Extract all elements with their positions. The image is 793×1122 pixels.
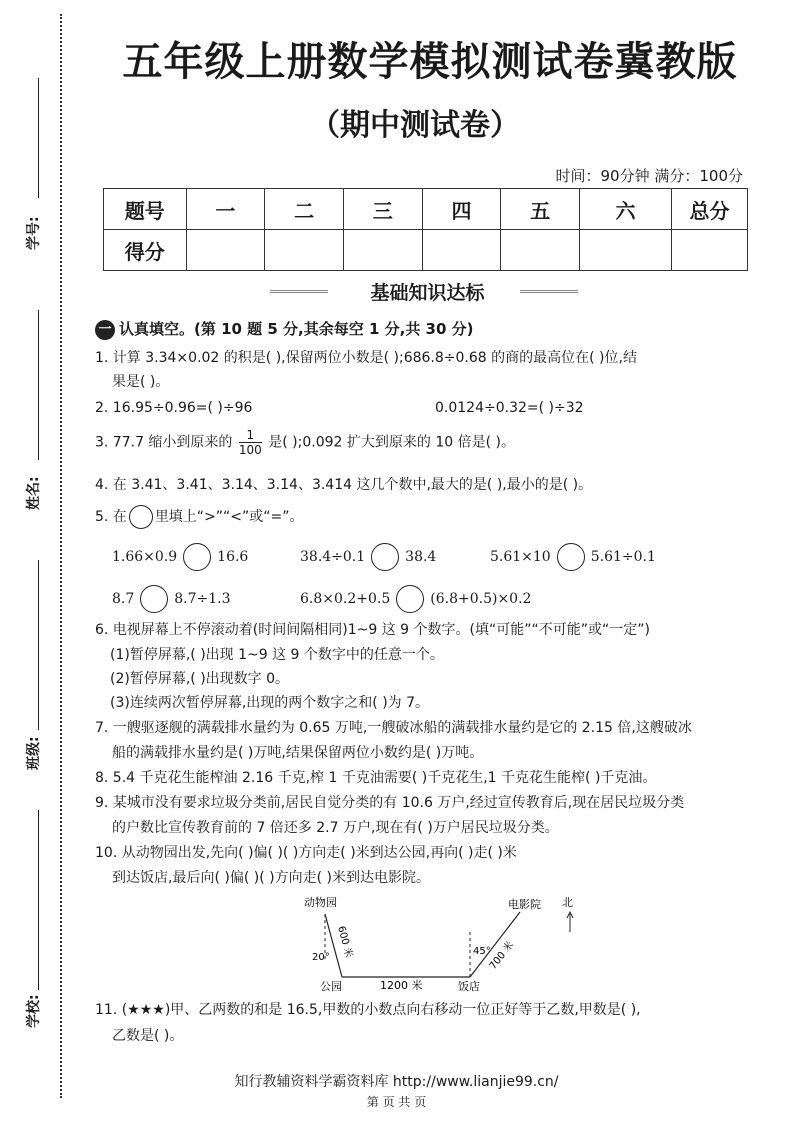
score-header-cell: 一 <box>186 189 265 230</box>
compare-right: 16.6 <box>217 549 249 565</box>
question-6-1: (1)暂停屏幕,( )出现 1~9 这 9 个数字中的任意一个。 <box>110 647 444 663</box>
map-distance-park-restaurant: 1200 米 <box>380 979 423 992</box>
score-input-cell[interactable] <box>672 230 748 271</box>
compare-left: 1.66×0.9 <box>112 549 178 565</box>
question-9-line-1: 9. 某城市没有要求垃圾分类前,居民自觉分类的有 10.6 万户,经过宣传教育后,现在居民垃圾分类 <box>95 795 685 811</box>
map-restaurant-label: 饭店 <box>458 980 480 992</box>
compare-circle[interactable] <box>396 585 424 613</box>
score-input-cell[interactable] <box>186 230 265 271</box>
part1-heading-text: 认真填空。(第 10 题 5 分,其余每空 1 分,共 30 分) <box>119 320 474 338</box>
fraction-denominator: 100 <box>238 443 262 457</box>
route-zoo-park <box>325 914 342 977</box>
score-header-cell: 六 <box>579 189 671 230</box>
name-label: 姓名: <box>26 476 42 510</box>
question-10-line-2: 到达饭店,最后向( )偏( )( )方向走( )米到达电影院。 <box>112 870 430 886</box>
student-id-line <box>38 78 39 198</box>
map-north-label: 北 <box>562 896 573 909</box>
compare-circle[interactable] <box>140 585 168 613</box>
map-zoo-label: 动物园 <box>304 896 337 909</box>
question-7-line-2: 船的满载排水量约是( )万吨,结果保留两位小数约是( )万吨。 <box>112 745 484 761</box>
question-6-2: (2)暂停屏幕,( )出现数字 0。 <box>110 671 290 687</box>
score-header-cell: 三 <box>343 189 422 230</box>
question-3-suffix: 是( );0.092 扩大到原来的 10 倍是( )。 <box>268 434 515 451</box>
footer-source: 知行教辅资料学霸资料库 http://www.lianjie99.cn/ <box>234 1074 559 1090</box>
compare-left: 38.4÷0.1 <box>300 549 366 565</box>
score-input-cell[interactable] <box>265 230 344 271</box>
score-input-cell[interactable] <box>422 230 501 271</box>
score-header-cell: 题号 <box>104 189 187 230</box>
score-header-cell: 四 <box>422 189 501 230</box>
score-header-cell: 二 <box>265 189 344 230</box>
score-input-cell[interactable] <box>501 230 580 271</box>
question-1-line-1: 1. 计算 3.34×0.02 的积是( ),保留两位小数是( );686.8÷0.68 的商的最高位在( )位,结 <box>95 350 637 366</box>
section-header <box>270 278 580 304</box>
question-6: 6. 电视屏幕上不停滚动着(时间间隔相同)1~9 这 9 个数字。(填“可能”“不可能”或“一定”) <box>95 622 650 638</box>
question-1-line-2: 果是( )。 <box>112 374 170 390</box>
question-10-line-1: 10. 从动物园出发,先向( )偏( )( )方向走( )米到达公园,再向( )走( )米 <box>95 845 517 861</box>
section-title: 基础知识达标 <box>370 282 485 304</box>
compare-left: 6.8×0.2+0.5 <box>300 591 391 607</box>
score-input-cell[interactable] <box>343 230 422 271</box>
class-line <box>38 560 39 730</box>
map-park-label: 公园 <box>320 980 342 992</box>
score-header-cell: 总分 <box>672 189 748 230</box>
question-3 <box>95 428 515 457</box>
section-rule-right <box>520 290 578 293</box>
score-table-header-row <box>104 189 748 230</box>
class-label: 班级: <box>26 736 42 770</box>
page-subtitle: （期中测试卷） <box>310 108 520 143</box>
map-angle-zoo: 20° <box>312 952 330 963</box>
score-table-score-row <box>104 230 748 271</box>
question-2-part-a: 2. 16.95÷0.96=( )÷96 <box>95 400 253 416</box>
compare-right: 8.7÷1.3 <box>174 591 231 607</box>
question-11-line-2: 乙数是( )。 <box>112 1028 184 1044</box>
compare-circle[interactable] <box>557 543 585 571</box>
compare-item-3 <box>490 543 656 571</box>
binding-dashed-line <box>60 14 62 1098</box>
question-11-line-1: 11. (★★★)甲、乙两数的和是 16.5,甲数的小数点向右移动一位正好等于乙数,甲数是( ), <box>95 1002 641 1018</box>
compare-right: (6.8+0.5)×0.2 <box>430 591 532 607</box>
map-distance-restaurant-cinema: 700 米 <box>487 939 517 972</box>
map-angle-restaurant: 45° <box>473 946 491 957</box>
compare-circle[interactable] <box>371 543 399 571</box>
fraction-numerator: 1 <box>239 428 262 443</box>
compare-circle[interactable] <box>183 543 211 571</box>
score-row-label: 得分 <box>104 230 187 271</box>
compare-left: 8.7 <box>112 591 135 607</box>
compare-right: 38.4 <box>405 549 437 565</box>
map-cinema-label: 电影院 <box>508 898 541 911</box>
student-id-label: 学号: <box>26 216 42 250</box>
footer-page-number: 第 页 共 页 <box>366 1095 427 1109</box>
question-8: 8. 5.4 千克花生能榨油 2.16 千克,榨 1 千克油需要( )千克花生,1 千克花生能榨( )千克油。 <box>95 770 657 786</box>
question-4: 4. 在 3.41、3.41̇、3.14、3.1̇4̇、3.41̇4̇ 这几个数中,最大的是( ),最小的是( )。 <box>95 477 593 493</box>
question-3-prefix: 3. 77.7 缩小到原来的 <box>95 434 233 451</box>
part-number-badge: 一 <box>95 320 115 340</box>
compare-item-5 <box>300 585 531 613</box>
name-line <box>38 310 39 460</box>
time-info: 时间：90分钟 满分：100分 <box>555 167 743 185</box>
part1-heading <box>95 318 474 340</box>
score-input-cell[interactable] <box>579 230 671 271</box>
score-header-cell: 五 <box>501 189 580 230</box>
question-7-line-1: 7. 一艘驱逐舰的满载排水量约为 0.65 万吨,一艘破冰船的满载排水量约是它的 2.15 倍,这艘破冰 <box>95 720 692 736</box>
question-2-part-b: 0.0124÷0.32=( )÷32 <box>435 400 584 416</box>
page-title: 五年级上册数学模拟测试卷冀教版 <box>122 39 738 85</box>
section-rule-left <box>270 290 328 293</box>
question-6-3: (3)连续两次暂停屏幕,出现的两个数字之和( )为 7。 <box>110 695 430 711</box>
question-5-prefix: 5. 在 <box>95 509 127 525</box>
map-distance-zoo-park: 600 米 <box>335 924 355 959</box>
compare-item-4 <box>112 585 231 613</box>
compare-item-2 <box>300 543 436 571</box>
score-table <box>103 188 748 271</box>
compare-left: 5.61×10 <box>490 549 551 565</box>
question-5 <box>95 505 304 529</box>
compare-right: 5.61÷0.1 <box>590 549 656 565</box>
circle-icon <box>129 505 153 529</box>
route-map-diagram <box>290 892 600 992</box>
school-line <box>38 810 39 990</box>
question-9-line-2: 的户数比宣传教育前的 7 倍还多 2.7 万户,现在有( )万户居民垃圾分类。 <box>112 820 559 836</box>
fraction <box>239 428 262 457</box>
school-label: 学校: <box>26 994 42 1028</box>
compare-item-1 <box>112 543 248 571</box>
question-5-suffix: 里填上“>”“<”或“=”。 <box>154 509 304 525</box>
